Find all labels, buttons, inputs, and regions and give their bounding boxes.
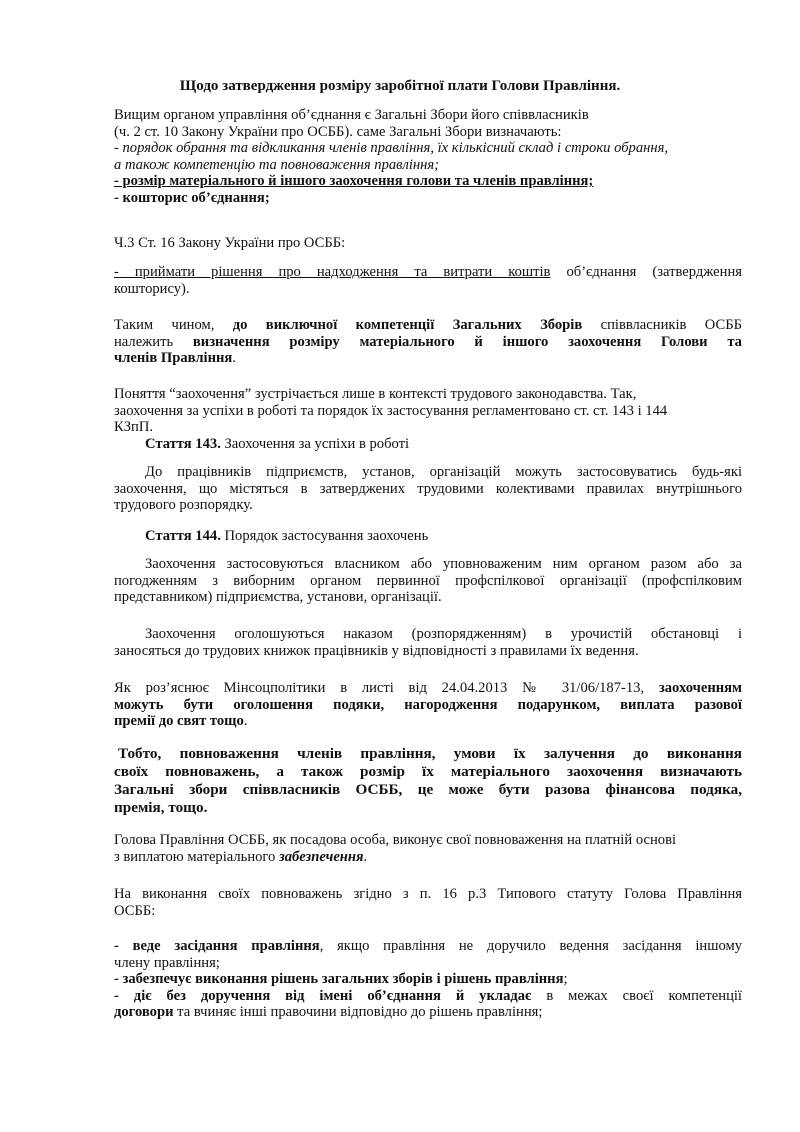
- text-line: [114, 528, 742, 545]
- text-line: Загальні збори співвласників ОСББ, це може бути разова фінансова подяка,: [114, 781, 742, 798]
- article-caption: Порядок застосування заохочень: [220, 528, 429, 544]
- text-line: - розмір матеріального й іншого заохочення голови та членів правління;: [114, 173, 594, 190]
- text-line: - кошторис об’єднання;: [114, 189, 270, 206]
- paragraph-ministry-explanation: [114, 680, 742, 730]
- paragraph-chairman-payment: [114, 832, 742, 865]
- text-line: [114, 264, 742, 281]
- text-fragment: з виплатою матеріального: [114, 848, 279, 865]
- text-line: (ч. 2 ст. 10 Закону України про ОСББ). саме Загальні Збори визначають:: [114, 123, 562, 140]
- paragraph-conclusion: [114, 745, 742, 817]
- text-line: премія, тощо.: [114, 799, 208, 816]
- text-line: заохочення за успіхи в роботі та порядок їх застосування регламентовано ст. ст. 143 і 144: [114, 402, 668, 419]
- article-143-heading: [114, 436, 742, 453]
- text-line: [114, 350, 742, 367]
- text-line: трудового розпорядку.: [114, 497, 253, 514]
- text-line: Голова Правління ОСББ, як посадова особа, виконує свої повноваження на платній основі: [114, 832, 677, 848]
- document-title: Щодо затвердження розміру заробітної плати Голови Правління.: [179, 78, 621, 94]
- text-line: Ч.3 Ст. 16 Закону України про ОСББ:: [114, 235, 346, 251]
- text-fragment: належить: [114, 333, 193, 350]
- bold-text: премії до свят тощо: [114, 713, 244, 730]
- article-caption: Заохочення за успіхи в роботі: [220, 436, 410, 452]
- text-line: КЗпП.: [114, 419, 154, 436]
- text-fragment: , якщо правління не доручило ведення засідання іншому: [319, 938, 742, 954]
- text-line: а також компетенцію та повноваження правління;: [114, 156, 440, 173]
- bold-text: до виключної компетенції Загальних Зборів: [232, 317, 583, 333]
- underlined-text: - приймати рішення про надходження та витрати коштів: [114, 264, 551, 280]
- text-line: - порядок обрання та відкликання членів правління, їх кількісний склад і строки обрання,: [114, 140, 669, 157]
- article-144-text: [114, 556, 742, 606]
- text-line: [114, 334, 742, 351]
- bold-text: - діє без доручення від імені об’єднання й укладає: [114, 987, 532, 1004]
- bold-italic-text: забезпечення: [279, 848, 364, 865]
- text-line: Поняття “заохочення” зустрічається лише в контексті трудового законодавства. Так,: [114, 386, 637, 402]
- text-line: Заохочення оголошуються наказом (розпорядженням) в урочистій обстановці і: [145, 626, 742, 642]
- paragraph-chairman-powers: [114, 886, 742, 919]
- text-line: представником) підприємства, установи, організації.: [114, 589, 442, 606]
- text-line: Вищим органом управління об’єднання є Загальні Збори його співвласників: [114, 107, 589, 123]
- article-144-heading: [114, 528, 742, 545]
- text-fragment: та вчиняє інші правочини відповідно до рішень правління;: [173, 1004, 543, 1021]
- text-fragment: .: [232, 350, 236, 367]
- text-fragment: об’єднання (затвердження: [550, 264, 742, 280]
- text-fragment: Таким чином,: [114, 317, 233, 333]
- text-line: своїх повноважень, а також розмір їх матеріального заохочення визначають: [114, 763, 742, 780]
- text-line: [114, 713, 742, 730]
- text-line: На виконання своїх повноважень згідно з п. 16 р.3 Типового статуту Голова Правління: [114, 886, 742, 902]
- text-line: Заохочення застосовуються власником або уповноваженим ним органом разом або за: [145, 556, 742, 572]
- list-item: [114, 988, 742, 1005]
- text-line: [114, 680, 742, 697]
- paragraph-incentive-concept: [114, 386, 742, 436]
- text-line: погодженням з виборним органом первинної профспілкової організації (профспілковим: [114, 572, 742, 589]
- article-label: Стаття 143.: [145, 436, 221, 452]
- list-item-continuation: [114, 1004, 742, 1021]
- text-fragment: .: [243, 713, 248, 730]
- paragraph-exclusive-competence: [114, 317, 742, 367]
- text-line: ОСББ:: [114, 902, 156, 919]
- powers-list: [114, 938, 742, 1021]
- list-item: [114, 938, 742, 955]
- bold-text: договори: [114, 1004, 174, 1021]
- text-line: заохочення, що містяться в затверджених трудовими колективами правилах внутрішнього: [114, 480, 742, 497]
- paragraph-budget-decisions: [114, 264, 742, 297]
- text-line: [114, 317, 742, 334]
- text-line: До працівників підприємств, установ, організацій можуть застосовуватись будь-які: [145, 464, 742, 480]
- text-line: [114, 436, 742, 453]
- article-144-announcement: [114, 626, 742, 659]
- text-fragment: в межах своєї компетенції: [531, 987, 742, 1004]
- bold-text: - забезпечує виконання рішень загальних зборів і рішень правління: [114, 971, 564, 988]
- text-fragment: ;: [563, 971, 568, 988]
- text-fragment: Як роз’яснює Мінсоцполітики в листі від 24.04.2013 № 31/06/187-13,: [114, 680, 659, 696]
- list-item-continuation: члену правління;: [114, 954, 220, 971]
- paragraph-law-reference: [114, 235, 742, 252]
- text-line: [114, 849, 742, 866]
- list-item: [114, 971, 742, 988]
- paragraph-governing-body: [114, 107, 742, 207]
- bold-text: членів Правління: [114, 350, 233, 367]
- article-label: Стаття 144.: [145, 528, 221, 544]
- text-line: Тобто, повноваження членів правління, умови їх залучення до виконання: [118, 745, 742, 762]
- bold-text: визначення розміру матеріального й іншого заохочення Голови та: [192, 333, 742, 350]
- bold-text: - веде засідання правління: [114, 938, 320, 954]
- text-line: можуть бути оголошення подяки, нагородження подарунком, виплата разової: [114, 696, 742, 713]
- article-143-text: [114, 464, 742, 514]
- bold-text: заохоченням: [658, 680, 742, 696]
- text-line: заносяться до трудових книжок працівників у відповідності з правилами їх ведення.: [114, 642, 639, 659]
- text-fragment: співвласників ОСББ: [582, 317, 742, 333]
- text-fragment: .: [363, 848, 368, 865]
- text-line: кошторису).: [114, 280, 190, 297]
